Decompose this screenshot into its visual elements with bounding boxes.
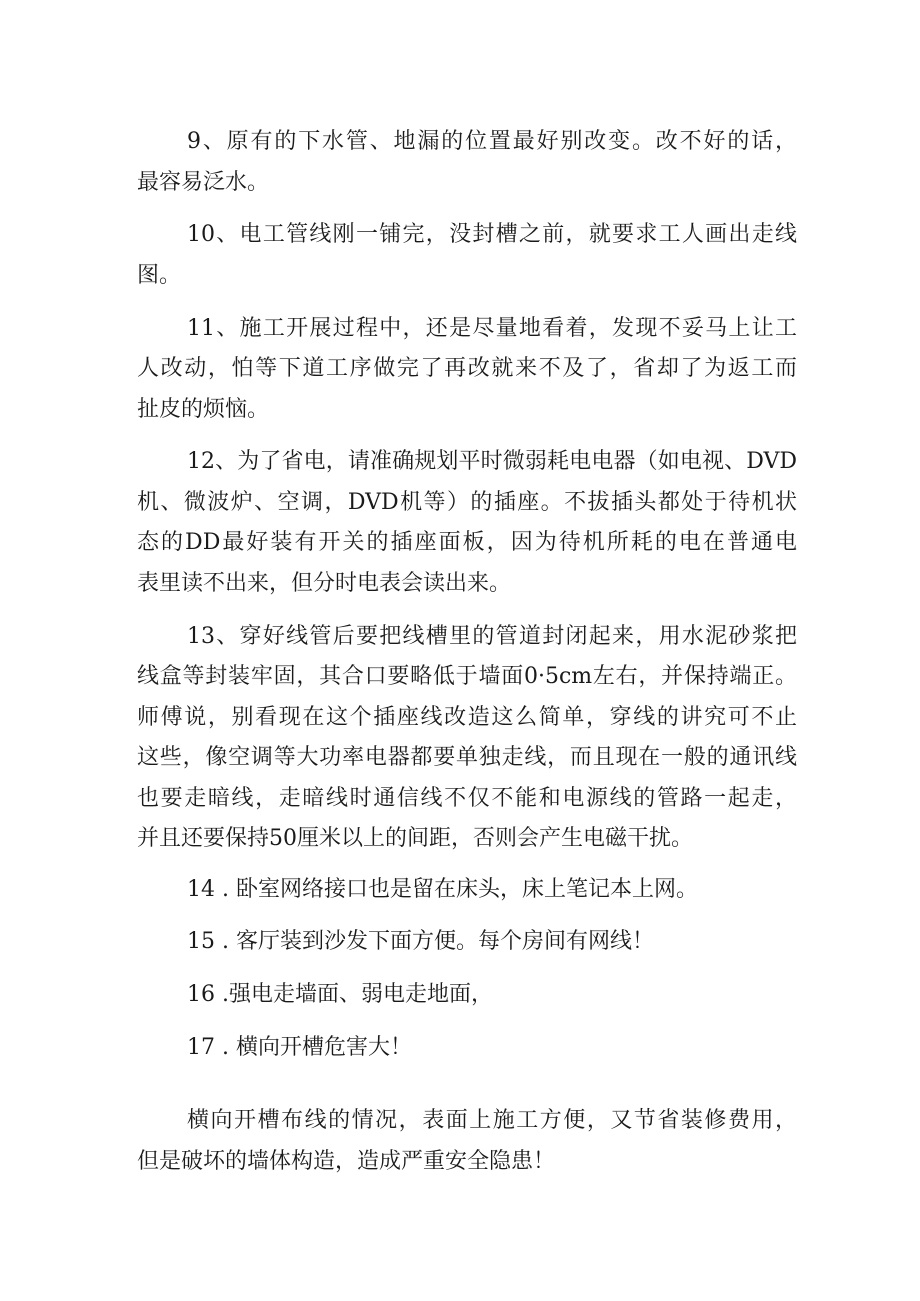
text-line: 9、原有的下水管、地漏的位置最好别改变。改不好的话， [187, 129, 797, 154]
text-line: 图。 [137, 263, 182, 288]
text-line: 也要走暗线，走暗线时通信线不仅不能和电源线的管路一起走， [137, 786, 797, 811]
text-line: 师傅说，别看现在这个插座线改造这么简单，穿线的讲究可不止 [137, 705, 797, 730]
text-line: 线盒等封装牢固，其合口要略低于墙面0·5cm左右，并保持端正。 [137, 664, 797, 689]
text-line: 并且还要保持50厘米以上的间距，否则会产生电磁干扰。 [137, 826, 693, 851]
text-line: 11、施工开展过程中，还是尽量地看着，发现不妥马上让工 [187, 316, 797, 341]
text-line: 但是破坏的墙体构造，造成严重安全隐患！ [137, 1149, 556, 1174]
list-item: 17 . 横向开槽危害大！ [187, 1035, 412, 1060]
text-line: 态的DD最好装有开关的插座面板，因为待机所耗的电在普通电 [137, 530, 797, 555]
list-item: 14 . 卧室网络接口也是留在床头，床上笔记本上网。 [187, 877, 698, 902]
text-line: 12、为了省电，请准确规划平时微弱耗电电器（如电视、DVD [187, 449, 797, 474]
list-item: 16 .强电走墙面、弱电走地面， [187, 982, 493, 1007]
text-line: 表里读不出来，但分时电表会读出来。 [137, 571, 512, 596]
text-line: 机、微波炉、空调，DVD机等）的插座。不拔插头都处于待机状 [137, 490, 797, 515]
text-line: 这些，像空调等大功率电器都要单独走线，而且现在一般的通讯线 [137, 745, 797, 770]
text-line: 人改动，怕等下道工序做完了再改就来不及了，省却了为返工而 [137, 356, 797, 381]
text-line: 13、穿好线管后要把线槽里的管道封闭起来，用水泥砂浆把 [187, 624, 797, 649]
list-item: 15 . 客厅装到沙发下面方便。每个房间有网线！ [187, 929, 654, 954]
text-line: 横向开槽布线的情况，表面上施工方便，又节省装修费用， [187, 1108, 797, 1133]
text-line: 10、电工管线刚一铺完，没封槽之前，就要求工人画出走线 [187, 222, 797, 247]
text-line: 最容易泛水。 [137, 170, 270, 195]
text-line: 扯皮的烦恼。 [137, 397, 270, 422]
